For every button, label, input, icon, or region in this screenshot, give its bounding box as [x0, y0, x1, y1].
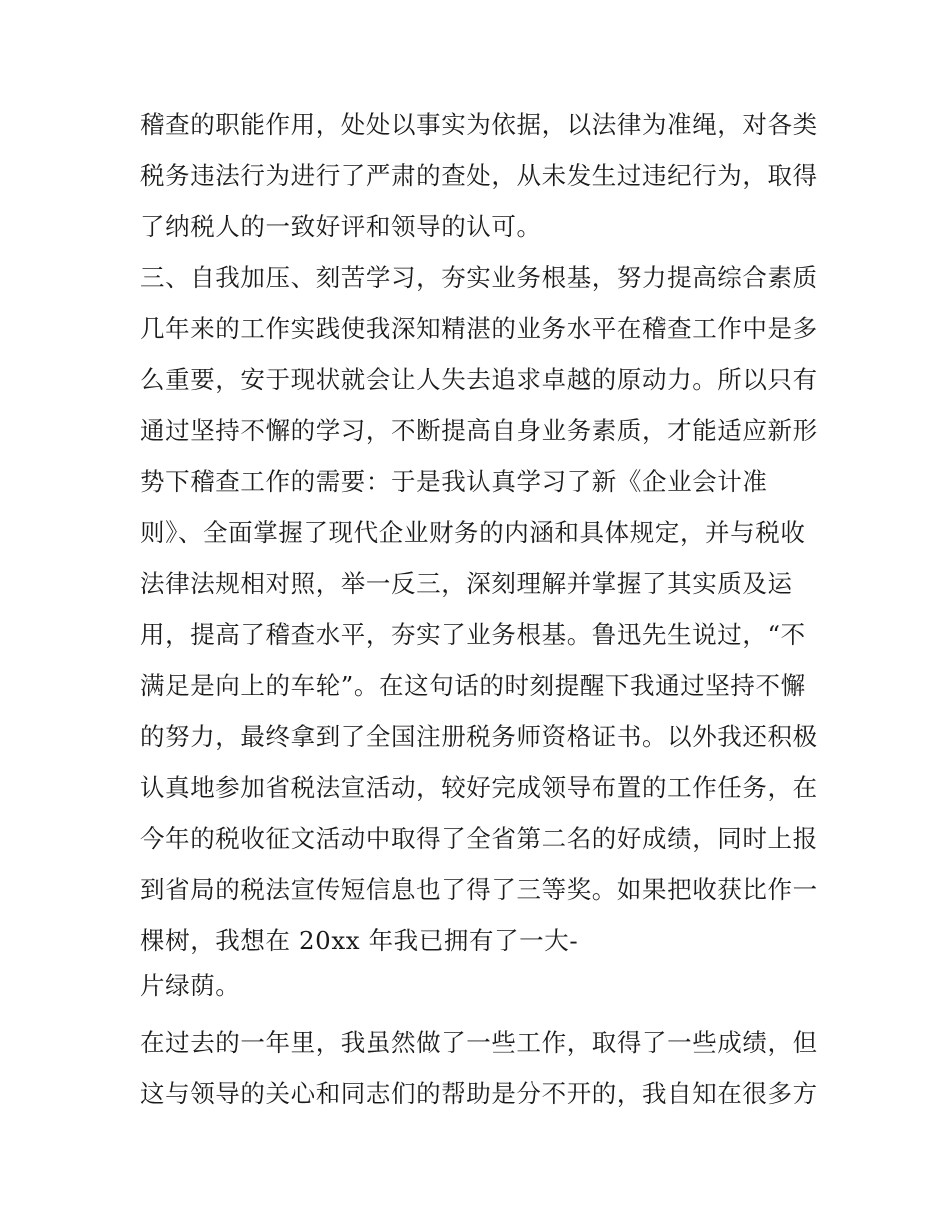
text-line: 片绿荫。: [140, 971, 241, 1000]
text-line: 这与领导的关心和同志们的帮助是分不开的，我自知在很多方: [140, 1079, 818, 1108]
text-line: 稽查的职能作用，处处以事实为依据，以法律为准绳，对各类: [140, 110, 818, 139]
text-line: 法律法规相对照，举一反三，深刻理解并掌握了其实质及运: [140, 569, 793, 598]
text-line: 用，提高了稽查水平，夯实了业务根基。鲁迅先生说过，“不: [140, 620, 806, 649]
text-line: 满足是向上的车轮”。在这句话的时刻提醒下我通过坚持不懈: [140, 671, 806, 700]
text-line: 棵树，我想在 20xx 年我已拥有了一大-: [140, 926, 579, 955]
text-line: 在过去的一年里，我虽然做了一些工作，取得了一些成绩，但: [140, 1028, 818, 1057]
text-line: 到省局的税法宣传短信息也了得了三等奖。如果把收获比作一: [140, 875, 818, 904]
text-line: 势下稽查工作的需要：于是我认真学习了新《企业会计准: [140, 467, 768, 496]
text-line: 认真地参加省税法宣活动，较好完成领导布置的工作任务，在: [140, 773, 818, 802]
text-line: 通过坚持不懈的学习，不断提高自身业务素质，才能适应新形: [140, 416, 818, 445]
text-line: 么重要，安于现状就会让人失去追求卓越的原动力。所以只有: [140, 365, 818, 394]
text-line: 几年来的工作实践使我深知精湛的业务水平在稽查工作中是多: [140, 314, 818, 343]
text-line: 税务违法行为进行了严肃的查处，从未发生过违纪行为，取得: [140, 161, 818, 190]
text-line: 的努力，最终拿到了全国注册税务师资格证书。以外我还积极: [140, 722, 818, 751]
text-line: 了纳税人的一致好评和领导的认可。: [140, 212, 542, 241]
text-line: 今年的税收征文活动中取得了全省第二名的好成绩，同时上报: [140, 824, 818, 853]
text-line: 则》、全面掌握了现代企业财务的内涵和具体规定，并与税收: [140, 518, 806, 547]
section-heading: 三、自我加压、刻苦学习，夯实业务根基，努力提高综合素质: [140, 263, 818, 292]
